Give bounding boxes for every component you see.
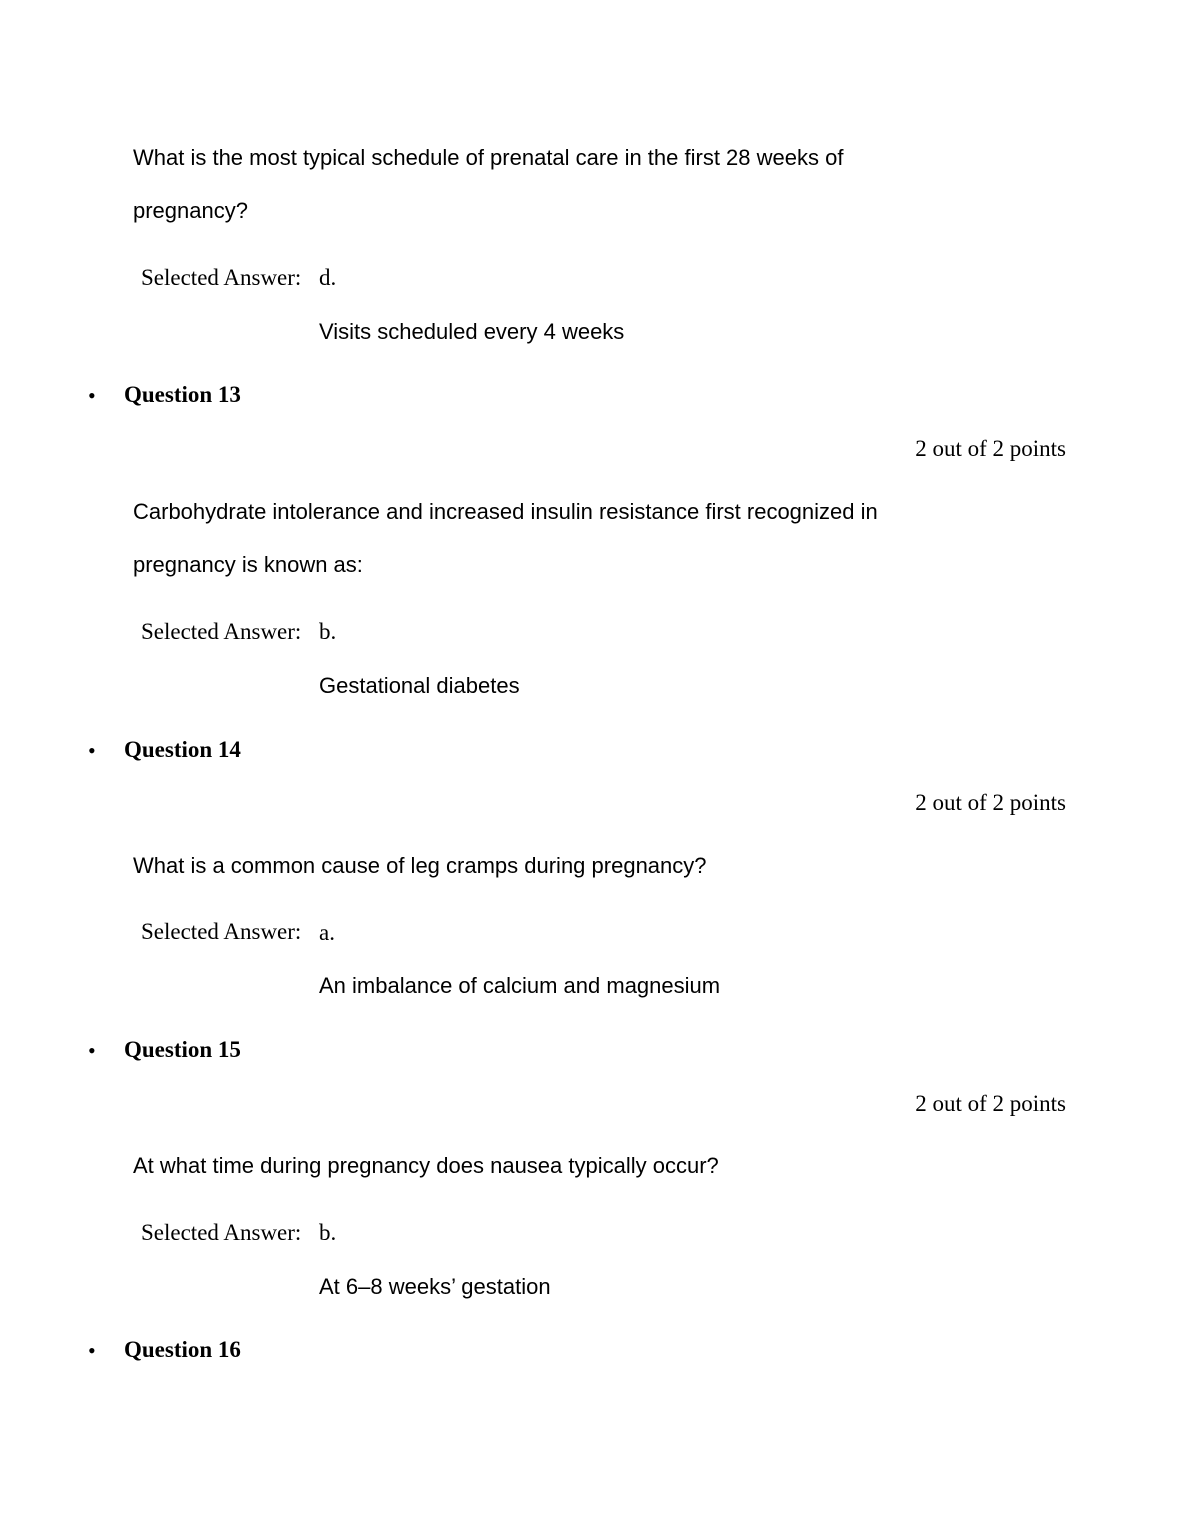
question-13-points: 2 out of 2 points xyxy=(915,436,1066,461)
question-16-bullet: • xyxy=(88,1338,96,1363)
question-14-points: 2 out of 2 points xyxy=(915,790,1066,815)
question-13-bullet: • xyxy=(88,383,96,408)
question-12-text-line-2: pregnancy? xyxy=(133,198,248,223)
question-15-bullet: • xyxy=(88,1038,96,1063)
question-15-title: Question 15 xyxy=(124,1037,241,1062)
question-14-answer-text: An imbalance of calcium and magnesium xyxy=(319,973,721,998)
question-12-answer-text: Visits scheduled every 4 weeks xyxy=(319,319,625,344)
question-12-text-line-1: What is the most typical schedule of prenatal care in the first 28 weeks of xyxy=(133,145,844,170)
question-14-answer-letter: a. xyxy=(319,920,335,945)
question-14-text-line-1: What is a common cause of leg cramps during pregnancy? xyxy=(133,853,707,878)
selected-answer-label: Selected Answer: xyxy=(141,919,302,944)
selected-answer-label: Selected Answer: xyxy=(141,1220,302,1245)
question-13-title: Question 13 xyxy=(124,382,241,407)
question-14-bullet: • xyxy=(88,738,96,763)
selected-answer-label: Selected Answer: xyxy=(141,619,302,644)
question-13-answer-text: Gestational diabetes xyxy=(319,673,520,698)
question-13-answer-letter: b. xyxy=(319,619,337,644)
question-13-text-line-2: pregnancy is known as: xyxy=(133,552,363,577)
question-15-answer-text: At 6–8 weeks’ gestation xyxy=(319,1274,551,1299)
question-15-text-line-1: At what time during pregnancy does nausea typically occur? xyxy=(133,1153,719,1178)
question-12-answer-letter: d. xyxy=(319,265,337,290)
question-13-text-line-1: Carbohydrate intolerance and increased insulin resistance first recognized in xyxy=(133,499,878,524)
question-16-title: Question 16 xyxy=(124,1337,241,1362)
question-14-title: Question 14 xyxy=(124,737,241,762)
selected-answer-label: Selected Answer: xyxy=(141,265,302,290)
question-15-points: 2 out of 2 points xyxy=(915,1091,1066,1116)
question-15-answer-letter: b. xyxy=(319,1220,337,1245)
